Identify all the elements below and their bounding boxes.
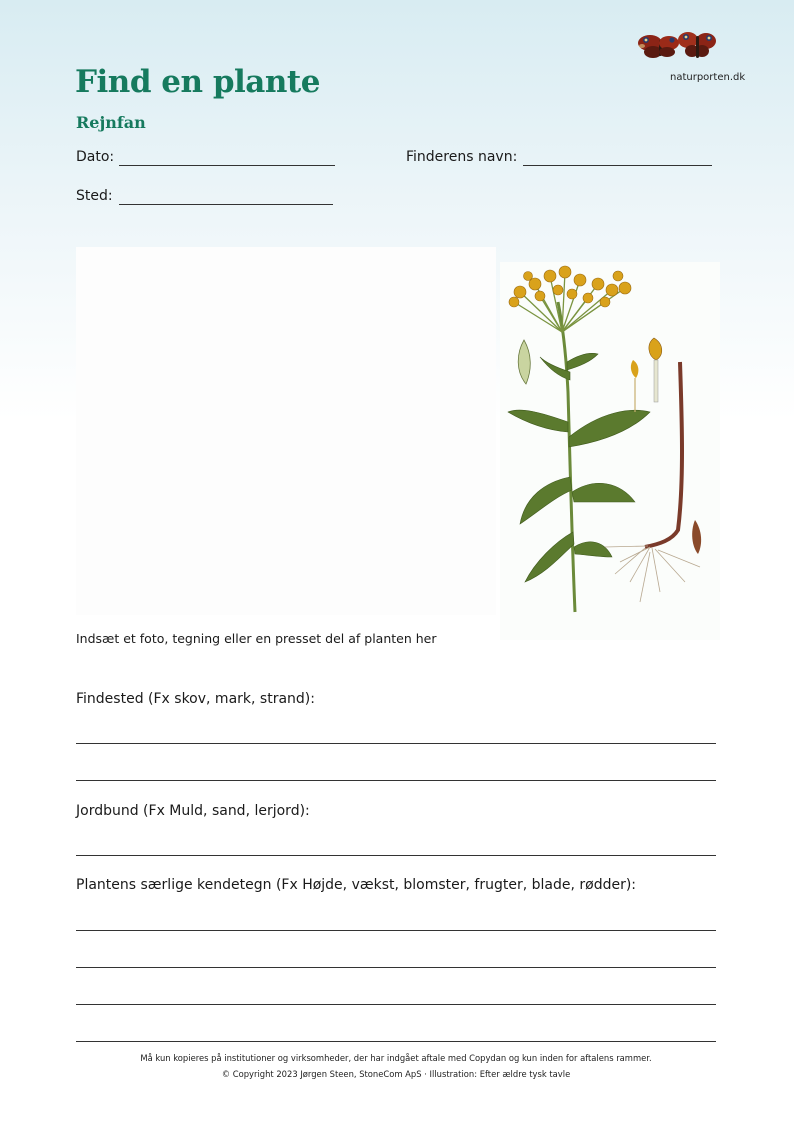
footer-copyright: © Copyright 2023 Jørgen Steen, StoneCom ApS · Illustration: Efter ældre tysk tavle [221, 1069, 571, 1079]
kendetegn-line-4[interactable] [76, 1041, 716, 1042]
jordbund-label: Jordbund (Fx Muld, sand, lerjord): [76, 803, 310, 819]
site-name: naturporten.dk [670, 72, 746, 83]
findested-line-1[interactable] [76, 743, 716, 744]
findested-label: Findested (Fx skov, mark, strand): [76, 691, 315, 707]
findested-line-2[interactable] [76, 780, 716, 781]
kendetegn-line-1[interactable] [76, 930, 716, 931]
kendetegn-label: Plantens særlige kendetegn (Fx Højde, vækst, blomster, frugter, blade, rødder): [76, 877, 637, 893]
butterfly-right-icon [678, 32, 716, 58]
kendetegn-line-2[interactable] [76, 967, 716, 968]
photo-insert-area[interactable] [76, 247, 496, 615]
date-label: Dato: [76, 149, 115, 165]
photo-instruction: Indsæt et foto, tegning eller en presset del af planten her [76, 631, 437, 646]
plant-name: Rejnfan [76, 113, 146, 132]
kendetegn-line-3[interactable] [76, 1004, 716, 1005]
tansy-illustration [500, 262, 720, 640]
butterfly-left-icon [638, 35, 679, 58]
page-title: Find en plante [75, 64, 320, 100]
footer-license: Må kun kopieres på institutioner og virksomheder, der har indgået aftale med Copydan og kun inden for aftalens rammer. [140, 1053, 652, 1063]
date-field[interactable] [119, 165, 335, 166]
place-field[interactable] [119, 204, 333, 205]
finder-name-field[interactable] [523, 165, 712, 166]
butterfly-logo [636, 26, 718, 66]
jordbund-line-1[interactable] [76, 855, 716, 856]
finder-name-label: Finderens navn: [406, 149, 518, 165]
place-label: Sted: [76, 188, 113, 204]
